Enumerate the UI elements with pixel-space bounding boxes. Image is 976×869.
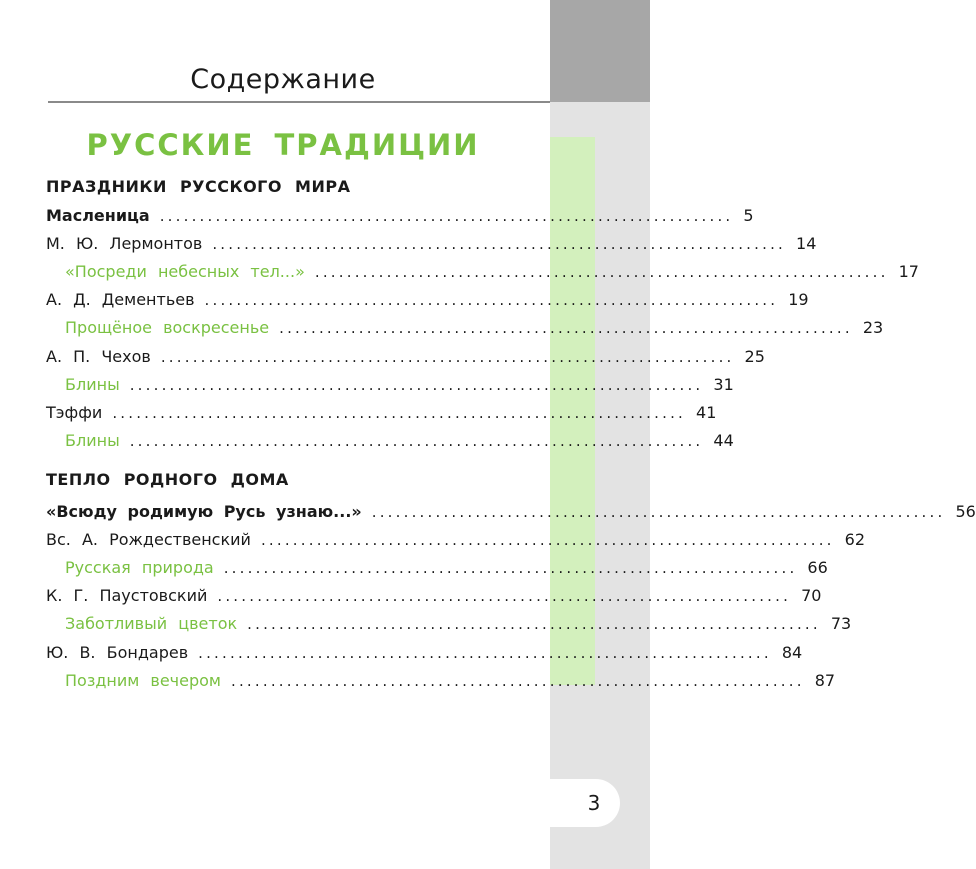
toc-entry-page: 44 — [713, 431, 734, 450]
leader-dots: ........................................................................ — [371, 503, 946, 521]
toc-entry[interactable] — [46, 403, 717, 425]
toc-entry-title: Поздним вечером — [65, 671, 221, 690]
leader-dots: ........................................................................ — [160, 348, 735, 366]
toc-entry-page: 17 — [898, 262, 919, 281]
toc-entry-title: Прощёное воскресенье — [65, 318, 270, 337]
leader-dots: ........................................................................ — [314, 263, 889, 281]
toc-entry-page: 66 — [807, 558, 828, 577]
toc-entry-title: А. П. Чехов — [46, 347, 151, 366]
section-title: РУССКИЕ ТРАДИЦИИ — [86, 128, 480, 162]
toc-entry[interactable] — [46, 206, 754, 228]
toc-entry-page: 73 — [830, 614, 852, 633]
toc-entry-page: 70 — [801, 586, 822, 605]
toc-entry-title: А. Д. Дементьев — [46, 290, 195, 309]
leader-dots: ........................................................................ — [247, 615, 821, 633]
leader-dots: ........................................................................ — [279, 319, 853, 337]
chapter-title: ТЕПЛО РОДНОГО ДОМА — [46, 470, 289, 489]
toc-entry-title: М. Ю. Лермонтов — [46, 234, 203, 253]
toc-entry-page: 41 — [696, 403, 717, 422]
toc-entry-title: «Всюду родимую Русь узнаю...» — [46, 502, 362, 521]
toc-entry-page: 25 — [744, 347, 765, 366]
page-title: Содержание — [190, 64, 376, 95]
leader-dots: ........................................................................ — [217, 587, 792, 605]
side-band-top — [550, 0, 650, 102]
toc-entry-page: 14 — [796, 234, 817, 253]
toc-entry[interactable] — [65, 375, 734, 397]
toc-entry-title: Вс. А. Рождественский — [46, 530, 251, 549]
toc-entry-page: 19 — [788, 290, 809, 309]
toc-entry-page: 84 — [781, 643, 803, 662]
toc-entry-title: К. Г. Паустовский — [46, 586, 208, 605]
leader-dots: ........................................................................ — [129, 432, 704, 450]
toc-entry[interactable] — [65, 614, 852, 636]
leader-dots: ........................................................................ — [204, 291, 779, 309]
toc-entry[interactable] — [46, 643, 803, 665]
toc-entry[interactable] — [65, 558, 828, 580]
toc-entry-title: Блины — [65, 431, 120, 450]
toc-entry-title: Масленица — [46, 206, 150, 225]
title-underline — [48, 101, 550, 103]
toc-entry[interactable] — [46, 586, 822, 608]
toc-entry[interactable] — [46, 347, 765, 369]
page-number: 3 — [587, 791, 601, 815]
toc-entry-page: 31 — [713, 375, 734, 394]
leader-dots: ........................................................................ — [260, 531, 835, 549]
toc-entry-title: Блины — [65, 375, 120, 394]
toc-entry-title: Ю. В. Бондарев — [46, 643, 189, 662]
toc-entry[interactable] — [65, 431, 734, 453]
toc-entry[interactable] — [65, 671, 836, 693]
toc-entry[interactable] — [46, 234, 817, 256]
toc-entry[interactable] — [46, 530, 865, 552]
leader-dots: ........................................................................ — [231, 672, 805, 690]
toc-entry[interactable] — [65, 318, 884, 340]
leader-dots: ........................................................................ — [129, 376, 704, 394]
leader-dots: ........................................................................ — [112, 404, 687, 422]
leader-dots: ........................................................................ — [212, 235, 787, 253]
toc-entry-page: 23 — [862, 318, 884, 337]
toc-entry[interactable] — [46, 502, 976, 524]
leader-dots: ........................................................................ — [198, 644, 772, 662]
leader-dots: ........................................................................ — [223, 559, 798, 577]
toc-entry-page: 5 — [743, 206, 754, 225]
toc-entry-page: 62 — [844, 530, 865, 549]
toc-entry-title: Тэффи — [46, 403, 103, 422]
toc-entry[interactable] — [46, 290, 809, 312]
toc-entry-page: 56 — [955, 502, 976, 521]
toc-entry-title: «Посреди небесных тел...» — [65, 262, 305, 281]
toc-entry-title: Заботливый цветок — [65, 614, 238, 633]
leader-dots: ........................................................................ — [159, 207, 734, 225]
chapter-title: ПРАЗДНИКИ РУССКОГО МИРА — [46, 177, 351, 196]
toc-entry-page: 87 — [814, 671, 836, 690]
toc-entry-title: Русская природа — [65, 558, 214, 577]
toc-entry[interactable] — [65, 262, 919, 284]
